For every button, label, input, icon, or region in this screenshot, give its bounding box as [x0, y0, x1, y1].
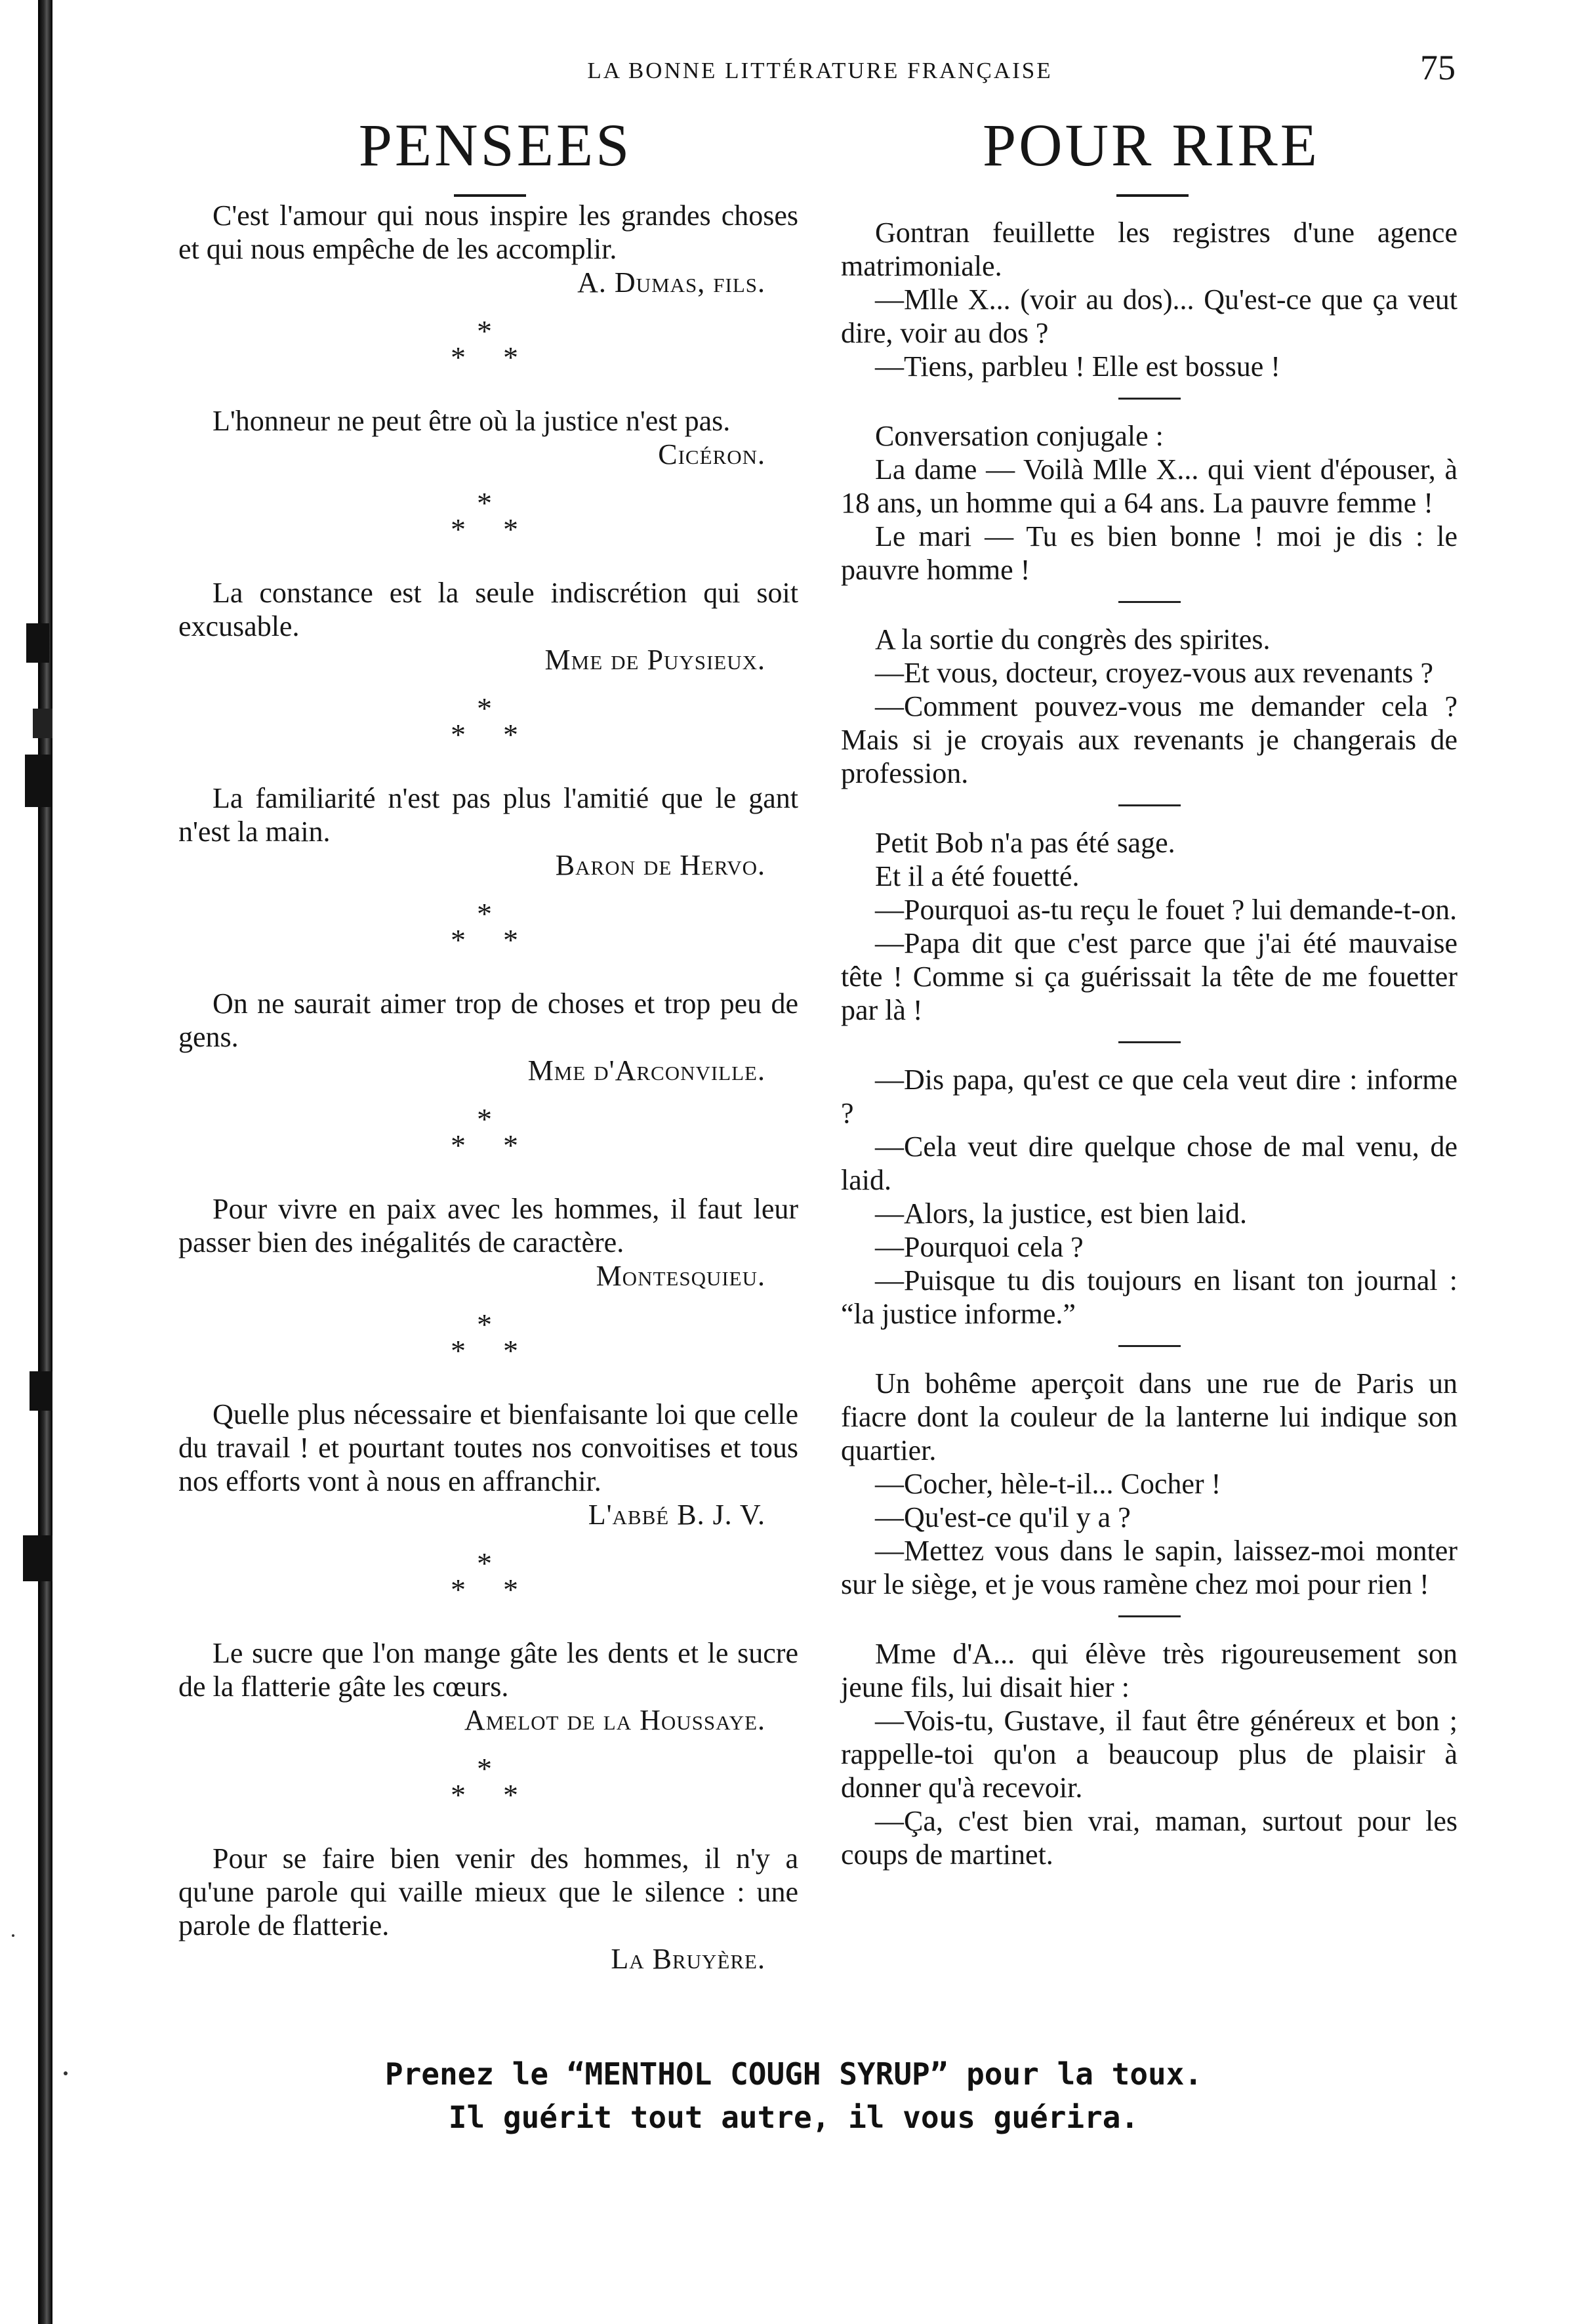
joke-separator-rule — [1118, 601, 1181, 603]
joke-paragraph: —Pourquoi as-tu reçu le fouet ? lui demande-t-on. — [875, 894, 1457, 926]
running-head: LA BONNE LITTÉRATURE FRANÇAISE — [587, 58, 1053, 83]
quote-text: L'honneur ne peut être où la justice n'est pas. — [213, 405, 731, 437]
joke-paragraph: A la sortie du congrès des spirites. — [875, 623, 1271, 655]
advertisement-line: Il guérit tout autre, il vous guérira. — [448, 2100, 1139, 2135]
asterisk: * — [503, 1573, 518, 1606]
joke-block — [841, 216, 1457, 383]
quote-author: La Bruyère. — [611, 1943, 765, 1975]
asterisk: * — [503, 718, 518, 751]
asterism-separator — [178, 686, 798, 770]
quote-author: Mme de Puysieux. — [544, 644, 765, 676]
joke-block — [841, 1637, 1457, 1871]
joke-paragraph: Le mari — Tu es bien bonne ! moi je dis : le pauvre homme ! — [841, 520, 1457, 586]
asterisk: * — [451, 718, 466, 751]
advertisement — [367, 2052, 1220, 2139]
asterisk: * — [503, 512, 518, 546]
quote-block — [178, 1398, 798, 1531]
asterism-separator — [178, 891, 798, 975]
joke-separator-rule — [1118, 1041, 1181, 1043]
joke-paragraph: —Alors, la justice, est bien laid. — [875, 1197, 1247, 1230]
asterisk: * — [477, 1752, 492, 1785]
quote-text: Pour vivre en paix avec les hommes, il faut leur passer bien des inégalités de caractère. — [178, 1193, 798, 1258]
joke-paragraph: Conversation conjugale : — [875, 420, 1164, 452]
joke-paragraph: Gontran feuillette les registres d'une agence matrimoniale. — [841, 217, 1457, 282]
joke-paragraph: —Cela veut dire quelque chose de mal venu, de laid. — [841, 1131, 1457, 1196]
asterisk: * — [503, 1334, 518, 1367]
asterisk: * — [451, 923, 466, 957]
quote-author: A. Dumas, fils. — [577, 266, 765, 299]
joke-paragraph: —Et vous, docteur, croyez-vous aux revenants ? — [875, 657, 1434, 689]
quote-block — [178, 781, 798, 882]
quote-text: Le sucre que l'on mange gâte les dents et le sucre de la flatterie gâte les cœurs. — [178, 1637, 798, 1703]
joke-paragraph: —Cocher, hèle-t-il... Cocher ! — [875, 1468, 1221, 1500]
quote-text: La constance est la seule indiscrétion qui soit excusable. — [178, 577, 798, 642]
asterism-separator — [178, 1302, 798, 1386]
asterism-separator — [178, 480, 798, 564]
quote-text: Pour se faire bien venir des hommes, il n'y a qu'une parole qui vaille mieux que le silence : une parole de flatterie. — [178, 1842, 798, 1941]
quote-author: Cicéron. — [658, 438, 765, 470]
joke-paragraph: —Papa dit que c'est parce que j'ai été mauvaise tête ! Comme si ça guérissait la tête de me fouetter par là ! — [841, 927, 1457, 1026]
joke-paragraph: —Ça, c'est bien vrai, maman, surtout pour les coups de martinet. — [841, 1805, 1457, 1871]
quote-text: C'est l'amour qui nous inspire les grandes choses et qui nous empêche de les accomplir. — [178, 199, 798, 265]
asterism-separator — [178, 1096, 798, 1180]
asterisk: * — [451, 341, 466, 374]
joke-paragraph: —Puisque tu dis toujours en lisant ton journal : “la justice informe.” — [841, 1264, 1457, 1330]
joke-paragraph: —Vois-tu, Gustave, il faut être généreux et bon ; rappelle-toi qu'on a beaucoup plus de plaisir à donner qu'à recevoir. — [841, 1705, 1457, 1804]
quote-text: On ne saurait aimer trop de choses et trop peu de gens. — [178, 987, 798, 1053]
joke-paragraph: —Dis papa, qu'est ce que cela veut dire : informe ? — [841, 1064, 1457, 1129]
joke-paragraph: —Qu'est-ce qu'il y a ? — [875, 1501, 1131, 1533]
pour-rire-title: POUR RIRE — [983, 112, 1320, 178]
joke-block — [841, 419, 1457, 587]
quote-author: L'abbé B. J. V. — [588, 1499, 765, 1531]
binding-shadow-marks — [0, 0, 72, 2324]
joke-paragraph: Mme d'A... qui élève très rigoureusement son jeune fils, lui disait hier : — [841, 1638, 1457, 1703]
joke-block — [841, 623, 1457, 790]
joke-block — [841, 826, 1457, 1027]
quote-author: Mme d'Arconville. — [527, 1054, 765, 1087]
asterisk: * — [477, 692, 492, 725]
asterisk: * — [451, 1573, 466, 1606]
joke-paragraph: Un bohême aperçoit dans une rue de Paris un fiacre dont la couleur de la lanterne lui indique son quartier. — [841, 1367, 1457, 1466]
asterisk: * — [503, 1129, 518, 1162]
asterisk: * — [477, 1102, 492, 1136]
asterisk: * — [477, 486, 492, 520]
pensees-column — [178, 199, 798, 1976]
pour-rire-column — [841, 216, 1457, 1871]
joke-block — [841, 1367, 1457, 1601]
asterisk: * — [477, 897, 492, 930]
quote-block — [178, 1842, 798, 1976]
joke-paragraph: La dame — Voilà Mlle X... qui vient d'épouser, à 18 ans, un homme qui a 64 ans. La pauvre femme ! — [841, 453, 1457, 519]
joke-paragraph: —Tiens, parbleu ! Elle est bossue ! — [875, 350, 1280, 383]
asterisk: * — [451, 1334, 466, 1367]
asterism-separator — [178, 1541, 798, 1625]
quote-author: Amelot de la Houssaye. — [464, 1704, 765, 1736]
joke-paragraph: Et il a été fouetté. — [875, 860, 1080, 892]
joke-paragraph: —Comment pouvez-vous me demander cela ? Mais si je croyais aux revenants je changerais de profession. — [841, 690, 1457, 789]
asterisk: * — [477, 314, 492, 348]
pensees-title: PENSEES — [358, 112, 632, 178]
asterisk: * — [503, 341, 518, 374]
asterisk: * — [451, 1129, 466, 1162]
asterisk: * — [451, 512, 466, 546]
joke-paragraph: Petit Bob n'a pas été sage. — [875, 827, 1175, 859]
title-rule — [1116, 194, 1189, 197]
joke-paragraph: —Pourquoi cela ? — [875, 1231, 1084, 1263]
joke-separator-rule — [1118, 398, 1181, 400]
quote-block — [178, 199, 798, 299]
joke-separator-rule — [1118, 1615, 1181, 1617]
quote-text: La familiarité n'est pas plus l'amitié que le gant n'est la main. — [178, 782, 798, 848]
asterism-separator — [178, 308, 798, 392]
joke-paragraph: —Mlle X... (voir au dos)... Qu'est-ce que ça veut dire, voir au dos ? — [841, 283, 1457, 349]
quote-block — [178, 1192, 798, 1293]
quote-author: Baron de Hervo. — [555, 849, 765, 881]
joke-block — [841, 1063, 1457, 1331]
quote-block — [178, 987, 798, 1087]
page-number: 75 — [1420, 48, 1456, 87]
asterism-separator — [178, 1746, 798, 1830]
asterisk: * — [503, 923, 518, 957]
asterisk: * — [451, 1778, 466, 1812]
joke-separator-rule — [1118, 804, 1181, 806]
quote-block — [178, 576, 798, 676]
asterisk: * — [477, 1308, 492, 1341]
asterisk: * — [503, 1778, 518, 1812]
quote-block — [178, 404, 798, 471]
joke-paragraph: —Mettez vous dans le sapin, laissez-moi monter sur le siège, et je vous ramène chez moi pour rien ! — [841, 1535, 1457, 1600]
title-rule — [454, 194, 526, 197]
quote-block — [178, 1636, 798, 1737]
advertisement-line: Prenez le “MENTHOL COUGH SYRUP” pour la toux. — [384, 2056, 1203, 2092]
quote-text: Quelle plus nécessaire et bienfaisante loi que celle du travail ! et pourtant toutes nos convoitises et tous nos efforts vont à nous en affranchir. — [178, 1398, 798, 1497]
joke-separator-rule — [1118, 1345, 1181, 1347]
quote-author: Montesquieu. — [596, 1260, 765, 1292]
asterisk: * — [477, 1546, 492, 1580]
